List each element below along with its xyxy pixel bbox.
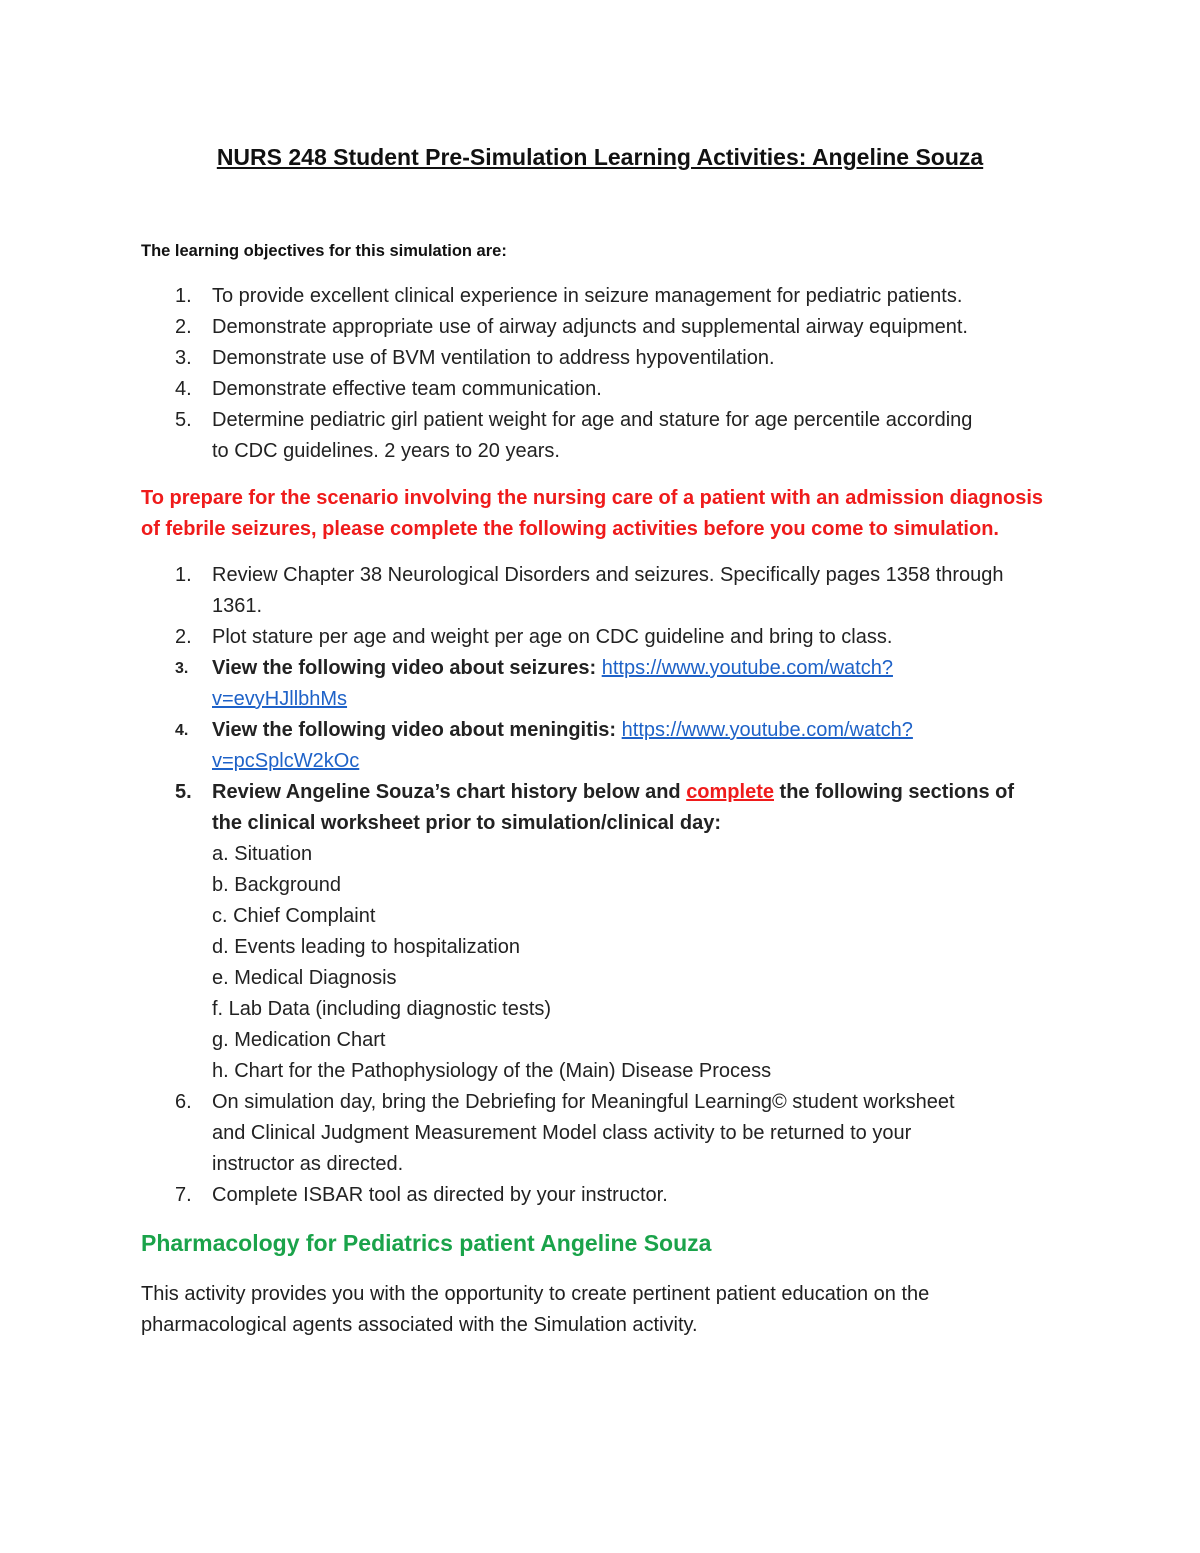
section-item: g. Medication Chart [212,1029,386,1051]
section-item: d. Events leading to hospitalization [212,936,520,958]
list-item: 4. View the following video about meningitis: https://www.youtube.com/watch? v=pcSplcW2kOc [175,719,913,772]
page-title: NURS 248 Student Pre-Simulation Learning Activities: Angeline Souza [216,144,984,170]
list-item: 2. Plot stature per age and weight per age on CDC guideline and bring to class. [175,626,893,648]
section-item: a. Situation [212,843,313,865]
activities-list [141,560,1014,1211]
seizure-video-label: View the following video about seizures: [212,657,597,679]
section-item: f. Lab Data (including diagnostic tests) [212,998,552,1020]
list-item: 1. Review Chapter 38 Neurological Disorders and seizures. Specifically pages 1358 through 1361. [175,564,1004,617]
section-item: h. Chart for the Pathophysiology of the (Main) Disease Process [212,1060,772,1082]
complete-emphasis: complete [686,781,774,803]
section-item: c. Chief Complaint [212,905,376,927]
list-item: 5. Determine pediatric girl patient weight for age and stature for age percentile according to CDC guidelines. 2 years to 20 years. [175,409,973,462]
section-item: e. Medical Diagnosis [212,967,397,989]
objectives-list [141,281,972,467]
prepare-instructions: To prepare for the scenario involving the nursing care of a patient with an admission diagnosis of febrile seizures, please complete the following activities before you come to simulation. [141,487,1044,540]
list-item: 5. Review Angeline Souza’s chart history below and complete the following sections of the clinical worksheet prior to simulation/clinical day: [175,781,1014,834]
meningitis-video-link[interactable]: https://www.youtube.com/watch? v=pcSplcW2kOc [212,719,913,772]
list-item: 3. View the following video about seizures: https://www.youtube.com/watch? v=evyHJllbhMs [175,657,893,710]
pharmacology-heading: Pharmacology for Pediatrics patient Angeline Souza [141,1230,712,1256]
list-item: 7. Complete ISBAR tool as directed by your instructor. [175,1184,668,1206]
list-item: 1. To provide excellent clinical experience in seizure management for pediatric patients. [175,285,963,307]
list-item: 2. Demonstrate appropriate use of airway adjuncts and supplemental airway equipment. [175,316,968,338]
list-item: 4. Demonstrate effective team communication. [175,378,602,400]
meningitis-video-label: View the following video about meningitis: [212,719,617,741]
seizure-video-link[interactable]: https://www.youtube.com/watch? v=evyHJllbhMs [212,657,893,710]
worksheet-sections [141,839,1014,1087]
objectives-intro: The learning objectives for this simulation are: [141,242,507,260]
list-item: 3. Demonstrate use of BVM ventilation to address hypoventilation. [175,347,775,369]
list-item: 6. On simulation day, bring the Debriefing for Meaningful Learning© student worksheet and Clinical Judgment Measurement Model class activity to be returned to your instructor as directed. [175,1091,955,1175]
pharmacology-description: This activity provides you with the opportunity to create pertinent patient education on the pharmacological agents associated with the Simulation activity. [141,1283,930,1336]
section-item: b. Background [212,874,341,896]
